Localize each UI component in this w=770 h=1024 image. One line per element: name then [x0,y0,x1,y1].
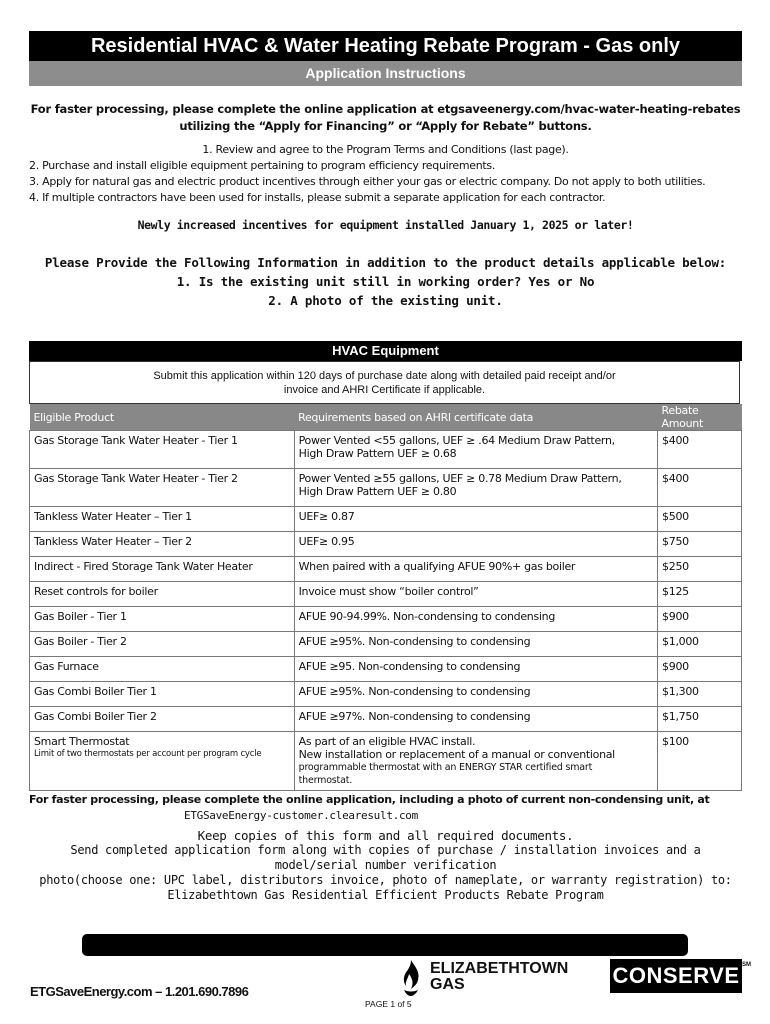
service-mark: SM [742,962,751,968]
requirement-cell: AFUE ≥95%. Non-condensing to condensing [294,682,657,707]
step-item: 4. If multiple contractors have been used for installs, please submit a separate application for each contractor. [29,191,606,204]
product-cell: Gas Storage Tank Water Heater - Tier 2 [30,469,295,507]
product-cell: Tankless Water Heater – Tier 1 [30,507,295,532]
online-application-notice [29,792,742,824]
product-cell: Gas Furnace [30,657,295,682]
table-row [30,507,742,532]
product-cell: Gas Combi Boiler Tier 1 [30,682,295,707]
requirement-line: Power Vented ≥55 gallons, UEF ≥ 0.78 Medium Draw Pattern, [298,472,622,485]
submit-instructions [29,361,740,404]
steps-list [29,142,742,206]
step-item: 3. Apply for natural gas and electric product incentives through either your gas or electric company. Do not apply to both utilities. [29,175,706,188]
logo-line-1: ELIZABETHTOWN [430,960,569,977]
step-item: 1. Review and agree to the Program Terms and Conditions (last page). [202,143,569,156]
online-notice-line-1: For faster processing, please complete the online application, including a photo of current non-condensing unit, at [29,793,710,806]
rebate-cell: $500 [658,507,742,532]
flame-icon [400,959,422,997]
requirement-line: High Draw Pattern UEF ≥ 0.80 [298,485,457,498]
table-row [30,557,742,582]
requirement-cell: UEF≥ 0.87 [294,507,657,532]
table-row [30,582,742,607]
product-cell: Gas Boiler - Tier 2 [30,632,295,657]
product-cell: Reset controls for boiler [30,582,295,607]
product-cell: Gas Combi Boiler Tier 2 [30,707,295,732]
program-name-line: Elizabethtown Gas Residential Efficient Products Rebate Program [167,888,604,902]
rebate-cell: $750 [658,532,742,557]
product-name: Smart Thermostat [34,735,130,748]
provide-info [29,253,742,310]
column-header: Eligible Product [30,404,295,431]
product-cell [30,732,295,791]
provide-line-3: 2. A photo of the existing unit. [268,293,503,308]
requirement-cell [294,732,657,791]
intro-line-2: utilizing the “Apply for Financing” or “Apply for Rebate” buttons. [179,119,592,133]
requirement-cell: AFUE 90-94.99%. Non-condensing to condensing [294,607,657,632]
submit-line-1: Submit this application within 120 days of purchase date along with detailed paid receipt and/or [153,370,616,382]
decorative-bar [82,934,688,956]
provide-line-1: Please Provide the Following Information in addition to the product details applicable below: [44,255,727,270]
submit-line-2: invoice and AHRI Certificate if applicable. [283,384,486,396]
logo-line-2: GAS [430,976,465,993]
table-row [30,469,742,507]
requirement-cell: When paired with a qualifying AFUE 90%+ gas boiler [294,557,657,582]
intro-line-1: For faster processing, please complete the online application at etgsaveenergy.com/hvac-water-heating-rebates [30,102,741,116]
rebate-cell: $400 [658,431,742,469]
requirement-cell: Invoice must show “boiler control” [294,582,657,607]
page-subtitle: Application Instructions [29,61,742,86]
page-title: Residential HVAC & Water Heating Rebate Program - Gas only [29,31,742,61]
requirement-cell: AFUE ≥97%. Non-condensing to condensing [294,707,657,732]
mailing-instructions [29,828,742,903]
provide-line-2: 1. Is the existing unit still in working order? Yes or No [176,274,595,289]
equipment-table [29,404,742,791]
requirement-line: As part of an eligible HVAC install. [298,735,476,748]
hvac-section-header: HVAC Equipment [29,341,742,361]
requirement-line: New installation or replacement of a manual or conventional [298,748,615,761]
product-cell: Gas Storage Tank Water Heater - Tier 1 [30,431,295,469]
rebate-cell: $1,300 [658,682,742,707]
requirement-cell: AFUE ≥95. Non-condensing to condensing [294,657,657,682]
rebate-cell: $1,000 [658,632,742,657]
rebate-cell: $125 [658,582,742,607]
logo-text [430,961,568,993]
table-header-row [30,404,742,431]
page-number: PAGE 1 of 5 [365,999,412,1009]
requirement-line: programmable thermostat with an ENERGY STAR certified smart [298,762,593,773]
online-notice-link[interactable]: ETGSaveEnergy-customer.clearesult.com [184,809,418,822]
rebate-cell: $900 [658,657,742,682]
rebate-cell: $400 [658,469,742,507]
table-row [30,607,742,632]
rebate-cell: $100 [658,732,742,791]
product-cell: Indirect - Fired Storage Tank Water Heater [30,557,295,582]
rebate-cell: $1,750 [658,707,742,732]
step-item: 2. Purchase and install eligible equipment pertaining to program efficiency requirements. [29,159,496,172]
requirement-cell [294,469,657,507]
footer-contact: ETGSaveEnergy.com – 1.201.690.7896 [30,984,249,999]
column-header: Rebate Amount [658,404,742,431]
requirement-line: High Draw Pattern UEF ≥ 0.68 [298,447,457,460]
table-row [30,632,742,657]
table-row [30,431,742,469]
requirement-line: thermostat. [298,775,353,786]
requirement-cell [294,431,657,469]
send-line: Send completed application form along with copies of purchase / installation invoices and a model/serial number verification [70,843,701,872]
product-cell: Tankless Water Heater – Tier 2 [30,532,295,557]
product-note: Limit of two thermostats per account per program cycle [34,749,262,759]
conserve-logo: CONSERVE [610,959,742,993]
requirement-cell: AFUE ≥95%. Non-condensing to condensing [294,632,657,657]
incentive-notice: Newly increased incentives for equipment installed January 1, 2025 or later! [137,218,634,232]
table-row [30,532,742,557]
product-cell: Gas Boiler - Tier 1 [30,607,295,632]
keep-copies-line: Keep copies of this form and all required documents. [197,828,574,843]
rebate-cell: $250 [658,557,742,582]
table-row [30,682,742,707]
verification-line: photo(choose one: UPC label, distributors invoice, photo of nameplate, or warranty registration) to: [39,873,732,887]
intro-text [29,101,742,135]
column-header: Requirements based on AHRI certificate data [294,404,657,431]
table-row [30,657,742,682]
table-row [30,732,742,791]
table-row [30,707,742,732]
requirement-line: Power Vented <55 gallons, UEF ≥ .64 Medium Draw Pattern, [298,434,615,447]
rebate-cell: $900 [658,607,742,632]
requirement-cell: UEF≥ 0.95 [294,532,657,557]
